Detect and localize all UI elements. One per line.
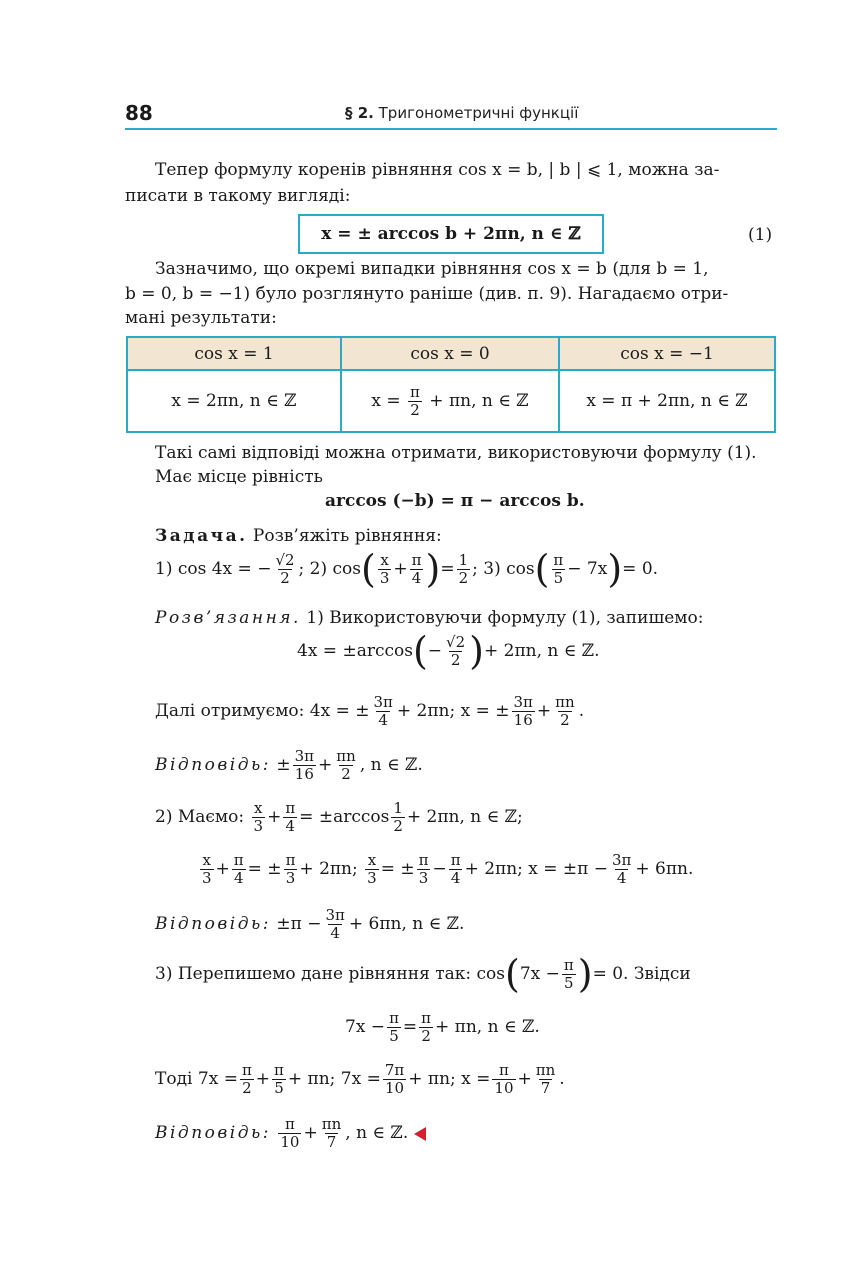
fraction [410,552,424,587]
numerator: π [241,1061,252,1079]
formula-text: + [267,807,282,827]
numerator: 1 [458,550,469,569]
numerator: π [411,550,422,569]
note-line-3: мані результати: [125,308,277,328]
fraction [387,1010,401,1045]
denominator: 7 [540,1079,551,1097]
note-line-1: Зазначимо, що окремі випадки рівняння cos x = b (для b = 1, [155,259,709,279]
fraction [378,552,392,587]
fraction [534,1062,558,1097]
numerator: x [254,799,263,817]
table-header-cell: cos x = 1 [127,337,341,370]
fraction [512,694,535,729]
denominator: 2 [450,650,461,669]
task-text: = [440,558,455,579]
task-text: 1) cos 4x = − [155,558,272,579]
formula-text: . [559,1069,565,1089]
right-paren: ) [469,629,484,673]
solution-text: 1) Використовуючи формулу (1), запишемо: [306,608,704,628]
denominator: 2 [410,400,420,419]
formula-text: 3) Перепишемо дане рівняння так: cos [155,963,505,984]
denominator: 4 [233,869,244,887]
solution-2 [155,800,523,835]
fraction [240,1062,254,1097]
formula-text: + [536,701,552,721]
fraction [273,552,296,587]
denominator: 10 [385,1079,405,1097]
fraction [492,1062,515,1097]
solution-1-next [155,694,584,729]
denominator: 4 [411,568,422,587]
answer-2 [155,907,464,942]
numerator: x [202,851,211,869]
formula-text: = ± [380,859,415,879]
fraction [610,852,633,887]
denominator: 3 [379,568,390,587]
fraction [553,694,577,729]
fraction [562,957,576,992]
numerator: √2 [446,632,466,651]
formula-text: + 2πn, n ∈ ℤ; [406,807,523,827]
denominator: 5 [389,1027,399,1045]
denominator: 3 [367,869,377,887]
fraction [323,907,346,942]
special-cases-table [126,336,776,433]
formula-text: + πn; 7x = [287,1069,381,1089]
header-divider [125,128,777,130]
task-statement [155,524,442,549]
section-header [345,104,578,122]
numerator: π [285,1115,295,1133]
solution-2-steps [198,852,693,887]
denominator: 5 [564,973,574,992]
fraction [283,800,297,835]
formula-text: + 2πn, n ∈ ℤ. [483,640,600,661]
denominator: 4 [330,924,340,942]
fraction [457,552,471,587]
formula-text: 7x − [345,1017,386,1037]
fraction [252,800,266,835]
numerator: 3π [325,906,345,924]
answer-1 [155,748,423,783]
formula-text: + 6πn, n ∈ ℤ. [348,914,465,934]
numerator: π [421,1009,432,1027]
formula-text: ±π − [276,914,322,934]
fraction [272,1062,286,1097]
fraction [293,748,316,783]
numerator: √2 [275,550,295,569]
denominator: 3 [285,869,296,887]
denominator: 10 [494,1079,514,1097]
formula-text: + [318,755,333,775]
page-number: 88 [125,101,153,125]
after-table-line-1: Такі самі відповіді можна отримати, використовуючи формулу (1). [155,443,757,463]
table-cell [341,370,559,432]
cell-text: + πn, n ∈ ℤ [429,390,529,411]
fraction [551,552,565,587]
formula-text: + πn; x = [408,1069,491,1089]
fraction [232,852,246,887]
numerator: 3π [373,693,393,711]
formula-text: = [402,1017,418,1037]
after-table-line-2: Має місце рівність [155,467,323,487]
numerator: π [499,1061,509,1079]
fraction [365,852,379,887]
denominator: 2 [280,568,290,587]
right-paren: ) [577,952,593,996]
task-text: ; 3) cos [472,558,535,579]
denominator: 10 [280,1133,300,1151]
formula-text: = ±arccos [299,807,390,827]
formula-text: , n ∈ ℤ. [359,755,423,775]
denominator: 4 [378,711,388,729]
fraction [449,852,463,887]
formula-text: + 6πn. [635,859,694,879]
table-cell: x = 2πn, n ∈ ℤ [127,370,341,432]
left-paren: ( [361,547,376,591]
main-formula: x = ± arccos b + 2πn, n ∈ ℤ [321,224,581,244]
numerator: π [285,799,296,817]
denominator: 3 [418,869,429,887]
formula-text: . [578,701,585,721]
fraction [284,852,298,887]
numerator: π [450,851,461,869]
left-paren: ( [534,547,550,591]
task-text: + [393,558,408,579]
formula-text: + πn, n ∈ ℤ. [435,1017,540,1037]
formula-text: + [303,1123,318,1143]
numerator: πn [555,693,575,711]
intro-line-2: писати в такому вигляді: [125,186,351,206]
numerator: x [380,550,389,569]
numerator: π [563,955,574,974]
note-line-2: b = 0, b = −1) було розглянуто раніше (див. п. 9). Нагадаємо отри- [125,284,729,304]
fraction [419,1010,433,1045]
numerator: π [418,851,429,869]
table-cell: x = π + 2πn, n ∈ ℤ [559,370,775,432]
formula-text: + [255,1069,271,1089]
numerator: 7π [384,1061,405,1079]
solution-label: Розв’язання. [155,608,301,628]
formula-text: = ± [247,859,282,879]
denominator: 2 [242,1079,252,1097]
section-mark: § 2. [345,104,374,122]
denominator: 7 [326,1133,337,1151]
denominator: 2 [393,817,403,835]
formula-text: + 2πn; [299,859,358,879]
fraction [408,384,422,419]
formula-text: + 2πn; x = ± [396,701,510,721]
denominator: 5 [553,568,564,587]
right-paren: ) [425,547,441,591]
formula-text: + 2πn; x = ±π − [464,859,608,879]
solution-1-formula [297,629,600,673]
fraction [200,852,214,887]
denominator: 5 [274,1079,284,1097]
fraction [444,634,467,669]
denominator: 2 [341,765,351,783]
task-text: = 0. [622,558,659,579]
denominator: 4 [616,869,627,887]
intro-line-1: Тепер формулу коренів рівняння cos x = b, | b | ⩽ 1, можна за- [155,160,720,180]
numerator: πn [336,747,356,765]
solution-3-formula [345,1010,540,1045]
denominator: 2 [458,568,469,587]
formula-text: ± [276,755,291,775]
arccos-identity: arccos (−b) = π − arccos b. [325,491,585,511]
formula-text: + [215,859,230,879]
solution-3-steps [155,1062,565,1097]
numerator: x [367,851,377,869]
solution-3 [155,952,691,996]
denominator: 2 [421,1027,431,1045]
task-text: ; 2) cos [298,558,362,579]
numerator: 3π [612,851,632,869]
numerator: π [233,851,244,869]
right-paren: ) [607,547,623,591]
formula-text: − [427,640,443,661]
numerator: π [274,1061,284,1079]
numerator: 3π [513,693,533,711]
fraction [383,1062,406,1097]
formula-text: 7x − [519,963,560,984]
fraction [417,852,431,887]
formula-text: 2) Маємо: [155,807,245,827]
main-formula-box [298,214,604,254]
end-of-solution-icon [414,1127,426,1141]
answer-label: Відповідь: [155,755,271,775]
answer-3 [155,1116,426,1151]
fraction [371,694,394,729]
fraction [320,1116,344,1151]
formula-text: + [517,1069,532,1089]
numerator: πn [535,1061,556,1079]
numerator: πn [321,1115,342,1133]
numerator: π [389,1009,399,1027]
left-paren: ( [504,952,520,996]
denominator: 2 [560,711,570,729]
denominator: 4 [450,869,461,887]
denominator: 16 [513,711,533,729]
task-text: − 7x [567,558,608,579]
left-paren: ( [412,629,428,673]
numerator: π [285,851,296,869]
formula-text: = 0. Звідси [592,963,691,984]
numerator: 3π [294,747,315,765]
formula-number: (1) [748,225,773,245]
formula-text: 4x = ±arccos [297,640,413,661]
numerator: 1 [393,799,403,817]
task-text: Розв’яжіть рівняння: [252,526,442,546]
numerator: π [410,382,420,401]
section-title: Тригонометричні функції [378,104,579,122]
fraction [278,1116,301,1151]
denominator: 3 [202,869,212,887]
cell-text: x = [371,390,401,411]
formula-text: − [432,859,447,879]
formula-text: Далі отримуємо: 4x = ± [155,701,370,721]
denominator: 4 [285,817,296,835]
denominator: 16 [294,765,314,783]
formula-text: , n ∈ ℤ. [345,1123,409,1143]
formula-text: Тоді 7x = [155,1069,238,1089]
task-equations [155,547,659,591]
table-header-cell: cos x = 0 [341,337,559,370]
denominator: 3 [253,817,264,835]
answer-label: Відповідь: [155,914,271,934]
solution-intro [155,606,704,631]
table-header-cell: cos x = −1 [559,337,775,370]
fraction [334,748,358,783]
answer-label: Відповідь: [155,1123,271,1143]
task-label: Задача. [155,526,248,546]
numerator: π [553,550,564,569]
fraction [391,800,405,835]
